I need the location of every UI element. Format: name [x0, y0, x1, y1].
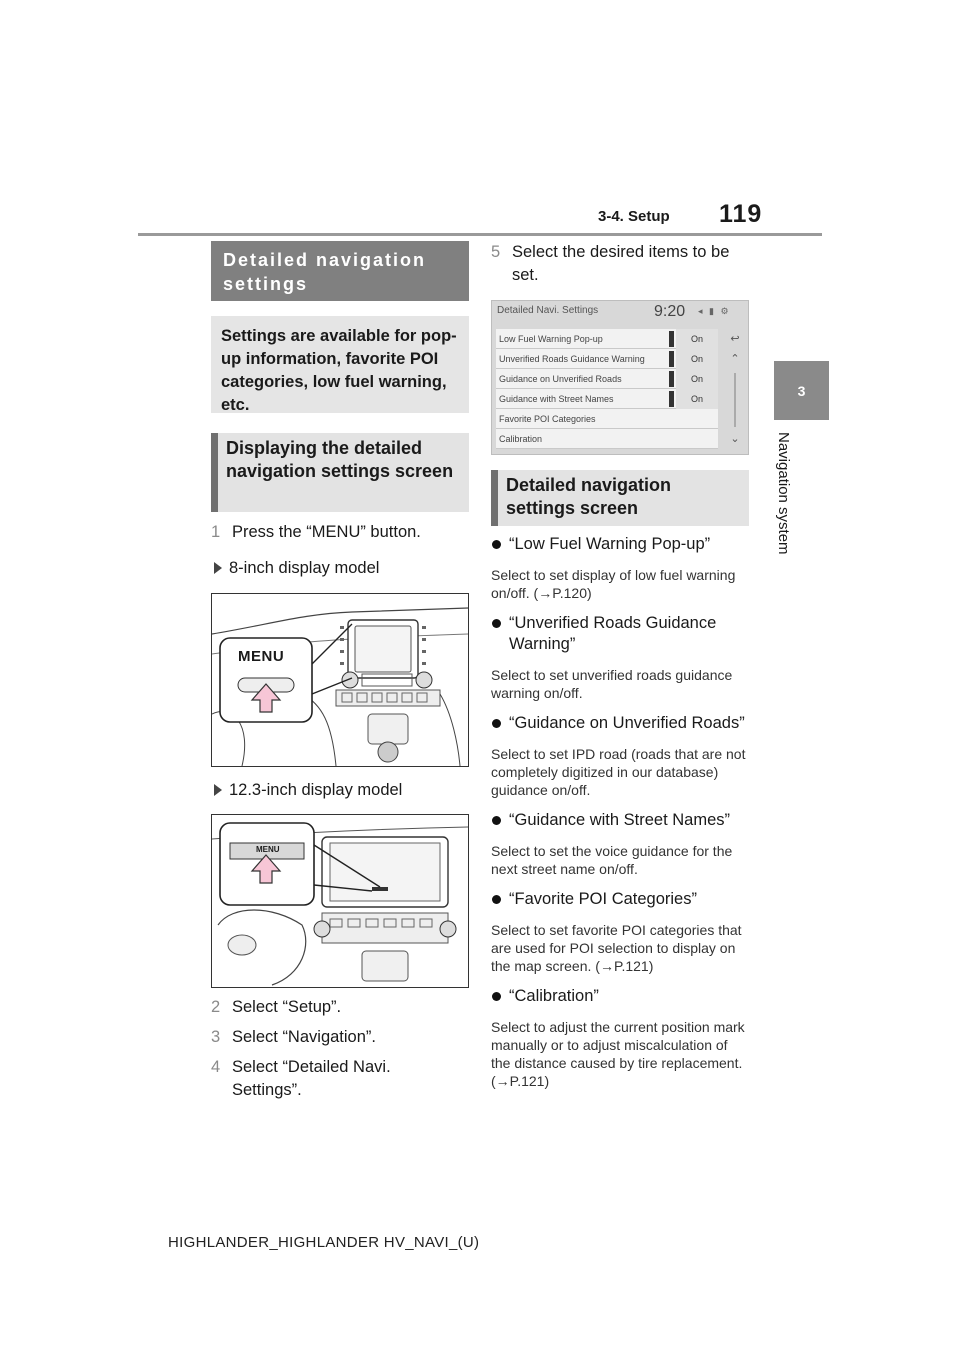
setting-item [491, 713, 749, 734]
menu-label: MENU [238, 648, 285, 665]
subsection-title: Detailed navigation settings screen [491, 470, 749, 526]
setting-desc: Select to set display of low fuel warning on/off. (→P.120) [491, 567, 736, 601]
screen-row [496, 409, 718, 429]
screen-clock: 9:20 [654, 303, 686, 320]
screen-row [496, 369, 718, 389]
setting-item [491, 534, 749, 555]
model-text: 12.3-inch display model [229, 781, 403, 799]
toggle-on: On [676, 369, 718, 389]
step-text: Select “Setup”. [232, 998, 342, 1016]
header-rule [138, 233, 822, 236]
setting-desc: Select to set IPD road (roads that are not completely digitized in our database) guidance on/off. [491, 746, 746, 798]
screen-row [496, 429, 718, 449]
arrow-right-icon [214, 784, 222, 796]
left-column [211, 241, 469, 1102]
setting-title: “Favorite POI Categories” [509, 890, 697, 908]
page-number: 119 [719, 200, 763, 228]
setting-desc: Select to set unverified roads guidance warning on/off. [491, 667, 733, 701]
model-text: 8-inch display model [229, 559, 380, 577]
status-icons: ◂ ▮ ⚙ [698, 306, 731, 316]
step-2 [211, 996, 469, 1019]
toggle-on: On [676, 329, 718, 349]
toggle-on: On [676, 349, 718, 369]
arrow-right-icon [214, 562, 222, 574]
row-label: Unverified Roads Guidance Warning [499, 354, 645, 364]
screen-row [496, 349, 718, 369]
setting-item [491, 986, 749, 1007]
section-title: Detailed navigation settings [211, 241, 469, 301]
row-label: Guidance on Unverified Roads [499, 374, 622, 384]
setting-desc: Select to set the voice guidance for the next street name on/off. [491, 843, 733, 877]
row-label: Guidance with Street Names [499, 394, 614, 404]
setting-title: “Low Fuel Warning Pop-up” [509, 535, 711, 553]
step-text: Select the desired items to be set. [512, 243, 730, 284]
step-3 [211, 1026, 469, 1049]
setting-title: “Guidance with Street Names” [509, 811, 731, 829]
bullet-icon [492, 992, 501, 1001]
back-icon: ↩ [730, 333, 740, 345]
setting-item [491, 613, 749, 655]
step-text: Press the “MENU” button. [232, 523, 421, 541]
bullet-icon [492, 540, 501, 549]
screen-title: Detailed Navi. Settings [497, 305, 599, 316]
bullet-icon [492, 895, 501, 904]
row-label: Calibration [499, 434, 543, 444]
dashboard-12inch-drawing [212, 815, 468, 987]
bullet-icon [492, 816, 501, 825]
scrollbar [734, 373, 736, 427]
page-up-icon: ⌃ [730, 353, 740, 365]
navi-settings-screenshot [491, 300, 749, 455]
section-header: 3-4. Setup [598, 208, 670, 225]
setting-item [491, 889, 749, 910]
illustration-12inch-dashboard [211, 814, 469, 988]
menu-label: MENU [256, 845, 280, 854]
step-text: Select “Navigation”. [232, 1028, 376, 1046]
setting-desc: Select to adjust the current position mark manually or to adjust miscalculation of the distance caused by tire replacement. (→P.121) [491, 1019, 745, 1089]
intro-panel: Settings are available for pop-up information, favorite POI categories, low fuel warning, etc. [211, 316, 469, 413]
model-12inch [211, 779, 469, 801]
bullet-icon [492, 719, 501, 728]
illustration-8inch-dashboard [211, 593, 469, 767]
screen-row [496, 329, 718, 349]
screen-row [496, 389, 718, 409]
setting-item [491, 810, 749, 831]
step-number: 5 [491, 243, 501, 261]
step-number: 2 [211, 998, 221, 1016]
document-footer: HIGHLANDER_HIGHLANDER HV_NAVI_(U) [168, 1234, 480, 1251]
dashboard-8inch-drawing [212, 594, 468, 766]
bullet-icon [492, 619, 501, 628]
chapter-tab: 3 [774, 361, 829, 420]
setting-desc: Select to set favorite POI categories that are used for POI selection to display on the map screen. (→P.121) [491, 922, 742, 974]
setting-title: “Calibration” [509, 987, 599, 1005]
setting-title: “Guidance on Unverified Roads” [509, 714, 745, 732]
step-number: 3 [211, 1028, 221, 1046]
page-down-icon: ⌄ [730, 433, 740, 445]
toggle-on: On [676, 389, 718, 409]
right-column [491, 241, 749, 1090]
step-text: Select “Detailed Navi. Settings”. [232, 1058, 391, 1099]
setting-title: “Unverified Roads Guidance Warning” [509, 614, 717, 653]
step-4 [211, 1056, 451, 1102]
subsection-title: Displaying the detailed navigation settings screen [211, 433, 469, 512]
step-1 [211, 521, 469, 544]
step-number: 1 [211, 523, 221, 541]
row-label: Favorite POI Categories [499, 414, 596, 424]
chapter-label: Navigation system [775, 432, 792, 555]
model-8inch [211, 557, 469, 579]
step-5 [491, 241, 731, 287]
row-label: Low Fuel Warning Pop-up [499, 334, 603, 344]
step-number: 4 [211, 1058, 221, 1076]
